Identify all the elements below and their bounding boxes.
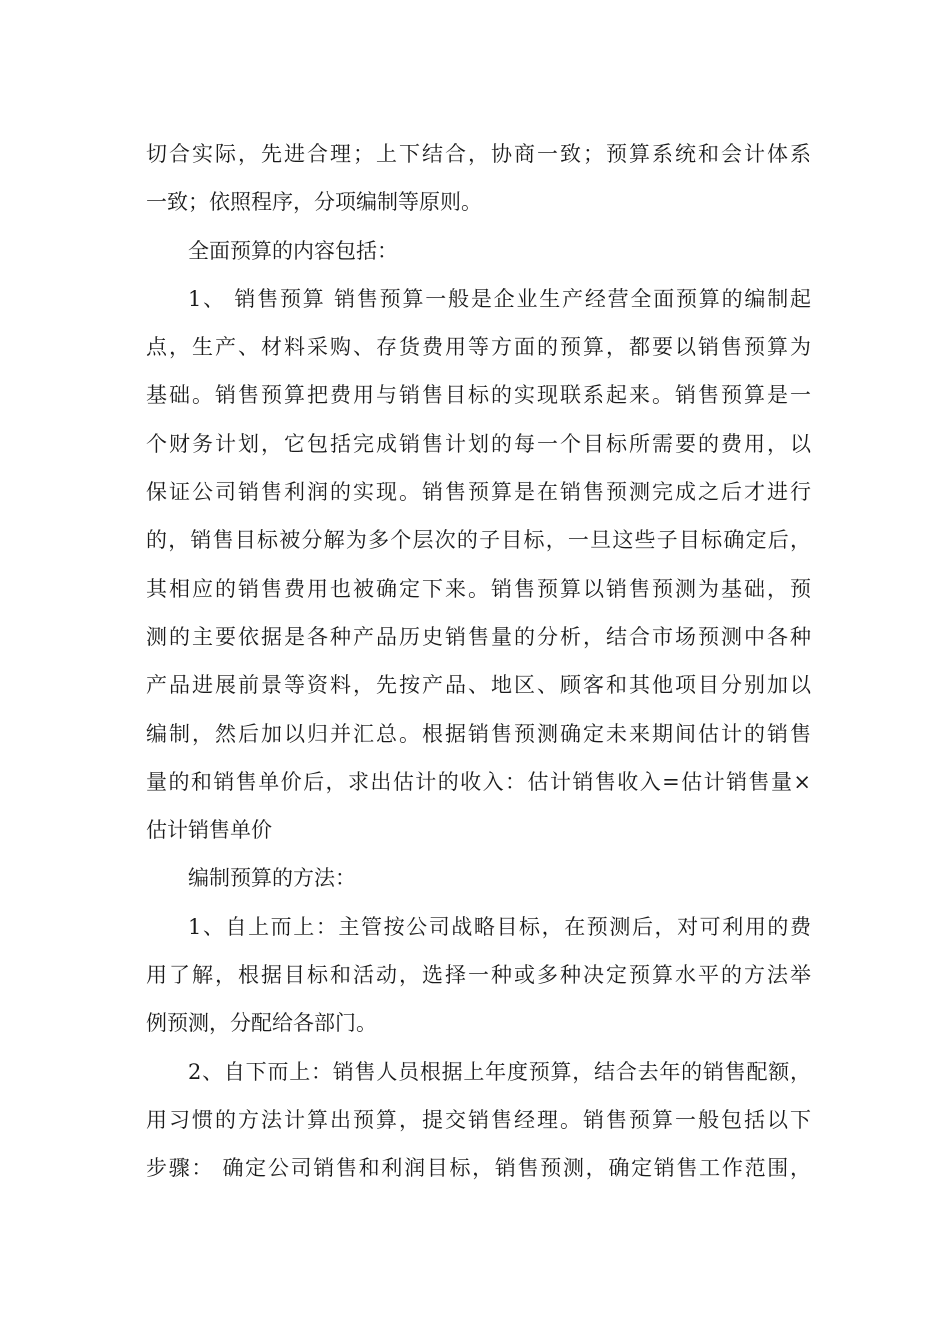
text-line: 保证公司销售利润的实现。销售预算是在销售预测完成之后才进行 <box>146 480 811 505</box>
text-line: 测的主要依据是各种产品历史销售量的分析，结合市场预测中各种 <box>146 624 811 649</box>
text-line: 基础。销售预算把费用与销售目标的实现联系起来。销售预算是一 <box>146 383 811 408</box>
text-line: 个财务计划，它包括完成销售计划的每一个目标所需要的费用，以 <box>146 431 811 456</box>
text-line: 全面预算的内容包括： <box>188 238 398 263</box>
text-line: 步骤： 确定公司销售和利润目标，销售预测，确定销售工作范围， <box>146 1156 811 1181</box>
text-line: 一致；依照程序，分项编制等原则。 <box>146 190 482 215</box>
document-body <box>146 130 811 1193</box>
text-line: 点，生产、材料采购、存货费用等方面的预算，都要以销售预算为 <box>146 335 811 360</box>
text-line: 的，销售目标被分解为多个层次的子目标，一旦这些子目标确定后， <box>146 528 811 553</box>
text-line: 估计销售单价 <box>146 818 272 843</box>
text-line: 1、 销售预算 销售预算一般是企业生产经营全面预算的编制起 <box>188 286 811 311</box>
text-line: 其相应的销售费用也被确定下来。销售预算以销售预测为基础，预 <box>146 576 811 601</box>
text-line: 编制，然后加以归并汇总。根据销售预测确定未来期间估计的销售 <box>146 721 811 746</box>
text-line: 用了解，根据目标和活动，选择一种或多种决定预算水平的方法举 <box>146 963 811 988</box>
text-line: 2、自下而上：销售人员根据上年度预算，结合去年的销售配额， <box>188 1059 811 1084</box>
text-line: 产品进展前景等资料，先按产品、地区、顾客和其他项目分别加以 <box>146 673 811 698</box>
text-line: 切合实际，先进合理；上下结合，协商一致；预算系统和会计体系 <box>146 142 811 166</box>
text-line: 编制预算的方法： <box>188 866 356 891</box>
text-line: 例预测，分配给各部门。 <box>146 1011 377 1036</box>
text-line: 用习惯的方法计算出预算，提交销售经理。销售预算一般包括以下 <box>146 1107 811 1132</box>
text-line: 量的和销售单价后，求出估计的收入：估计销售收入=估计销售量× <box>146 769 811 794</box>
text-line: 1、自上而上：主管按公司战略目标，在预测后，对可利用的费 <box>188 914 811 939</box>
